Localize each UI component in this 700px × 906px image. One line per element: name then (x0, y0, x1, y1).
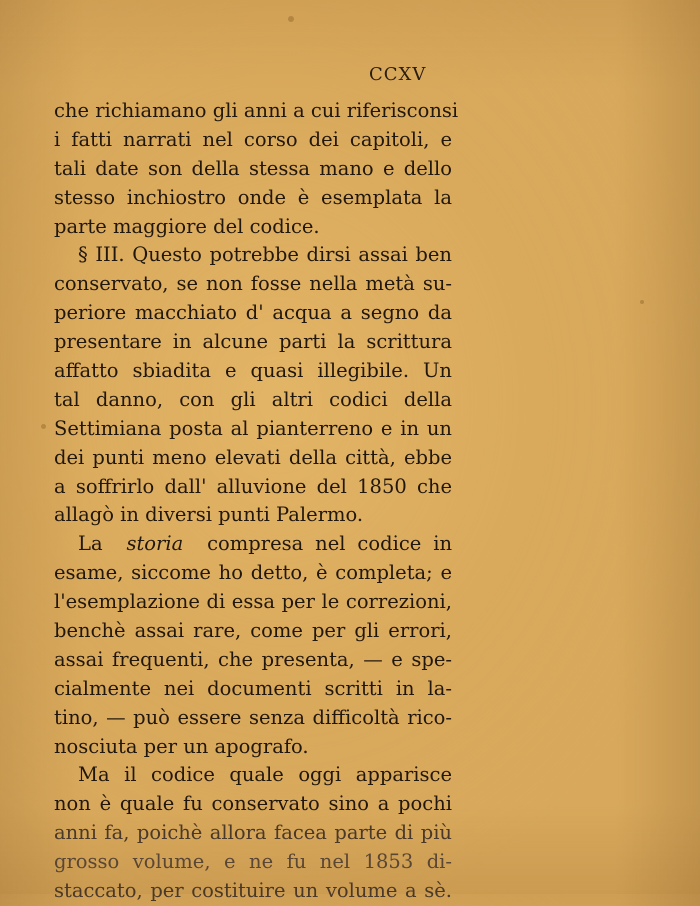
text-line: tal danno, con gli altri codici della (54, 387, 452, 411)
paper-stain (640, 300, 644, 304)
paragraph-start-line (54, 530, 452, 559)
text-line: dei punti meno elevati della città, ebbe (54, 445, 452, 469)
line-remainder: compresa nel codice in (207, 532, 453, 556)
text-line: assai frequenti, che presenta, — e spe- (54, 647, 452, 671)
text-line: l'esemplazione di essa per le correzioni, (54, 590, 452, 614)
line-prefix: La (78, 532, 103, 556)
paragraph-start-line: Ma il codice quale oggi apparisce (78, 763, 452, 787)
page-number-header: CCXV (369, 64, 427, 85)
paper-stain (288, 16, 294, 22)
text-line: non è quale fu conservato sino a pochi (54, 792, 452, 816)
text-line: presentare in alcune parti la scrittura (54, 330, 452, 354)
body-text (54, 97, 459, 906)
text-line: allagò in diversi punti Palermo. (54, 503, 364, 527)
text-line: tino, — può essere senza difficoltà rico- (54, 705, 452, 729)
text-line: che richiamano gli anni a cui riferisconsi (54, 99, 459, 122)
text-line: benchè assai rare, come per gli errori, (54, 619, 452, 643)
text-line: conservato, se non fosse nella metà su- (54, 272, 452, 296)
text-line: stesso inchiostro onde è esemplata la (54, 185, 452, 209)
text-line: periore macchiato d' acqua a segno da (54, 301, 452, 325)
text-line: Settimiana posta al pianterreno e in un (54, 416, 452, 440)
text-line: parte maggiore del codice. (54, 214, 320, 238)
text-line: cialmente nei documenti scritti in la- (54, 676, 452, 700)
text-line: esame, siccome ho detto, è completa; e (54, 561, 452, 585)
text-line: i fatti narrati nel corso dei capitoli, e (54, 127, 452, 151)
text-line: nosciuta per un apografo. (54, 734, 309, 758)
paper-stain (41, 424, 46, 429)
text-line: a soffrirlo dall' alluvione del 1850 che (54, 474, 452, 498)
paragraph-start-line: § III. Questo potrebbe dirsi assai ben (78, 243, 452, 267)
text-line: anni fa, poichè allora facea parte di più (54, 821, 452, 845)
text-line: grosso volume, e ne fu nel 1853 di- (54, 850, 452, 874)
text-line: tali date son della stessa mano e dello (54, 156, 452, 180)
text-line: staccato, per costituire un volume a sè. (54, 879, 452, 903)
text-line: affatto sbiadita e quasi illegibile. Un (54, 359, 452, 383)
italic-word: storia (126, 532, 184, 556)
